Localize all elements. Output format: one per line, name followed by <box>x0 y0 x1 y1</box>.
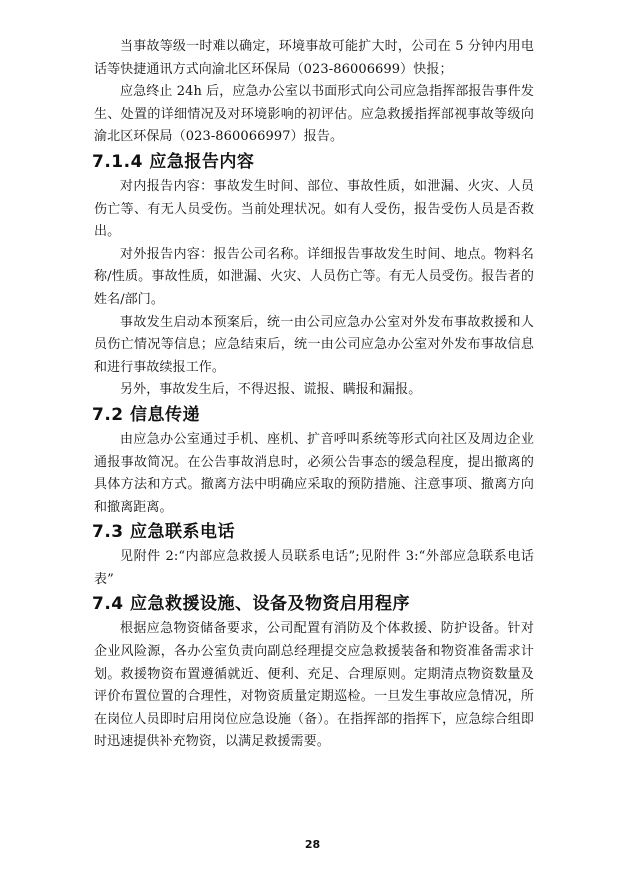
paragraph-rescue-facilities: 根据应急物资储备要求，公司配置有消防及个体救援、防护设备。针对企业风险源，各办公室负责向副总经理提交应急救援装备和物资准备需求计划。救援物资布置遵循就近、便利、充足、合理原则。定期清点物资数量及评价布置位置的合理性，对物资质量定期巡检。一旦发生事故应急情况，所在岗位人员即时启用岗位应急设施（备）。在指挥部的指挥下，应急综合组即时迅速提供补充物资，以满足救援需要。 <box>94 621 534 750</box>
paragraph-contact-appendix: 见附件 2:“内部应急救援人员联系电话”;见附件 3:“外部应急联系电话表” <box>94 549 534 587</box>
page-number: 28 <box>304 838 321 851</box>
paragraph-info-release: 事故发生启动本预案后，统一由公司应急办公室对外发布事故救援和人员伤亡情况等信息；应急结束后，统一由公司应急办公室对外发布事故信息和进行事故续报工作。 <box>94 314 534 375</box>
paragraph-info-transfer: 由应急办公室通过手机、座机、扩音呼叫系统等形式向社区及周边企业通报事故简况。在公告事故消息时，必须公告事态的缓急程度，提出撤离的具体方法和方式。撤离方法中明确应采取的预防措施、注意事项、撤离方向和撤离距离。 <box>94 431 534 515</box>
heading-7-3: 7.3 应急联系电话 <box>92 522 236 543</box>
paragraph-no-false-report: 另外，事故发生后，不得迟报、谎报、瞒报和漏报。 <box>120 382 422 398</box>
paragraph-external-report: 对外报告内容：报告公司名称。详细报告事故发生时间、地点。物料名称/性质。事故性质，如泄漏、火灾、人员伤亡等。有无人员受伤。报告者的姓名/部门。 <box>94 246 534 307</box>
paragraph-emergency-termination: 应急终止 24h 后，应急办公室以书面形式向公司应急指挥部报告事件发生、处置的详细情况及对环境影响的初评估。应急救援指挥部视事故等级向渝北区环保局（023-860066997）报告。 <box>94 84 534 145</box>
paragraph-internal-report: 对内报告内容：事故发生时间、部位、事故性质，如泄漏、火灾、人员伤亡等、有无人员受伤。当前处理状况。如有人受伤，报告受伤人员是否救出。 <box>94 178 534 240</box>
heading-7-4: 7.4 应急救援设施、设备及物资启用程序 <box>92 594 411 615</box>
page-content <box>94 36 534 754</box>
heading-7-1-4: 7.1.4 应急报告内容 <box>92 151 255 172</box>
heading-7-2: 7.2 信息传递 <box>92 404 201 425</box>
paragraph-initial-report: 当事故等级一时难以确定，环境事故可能扩大时，公司在 5 分钟内用电话等快捷通讯方式向渝北区环保局（023-86006699）快报； <box>94 39 534 77</box>
